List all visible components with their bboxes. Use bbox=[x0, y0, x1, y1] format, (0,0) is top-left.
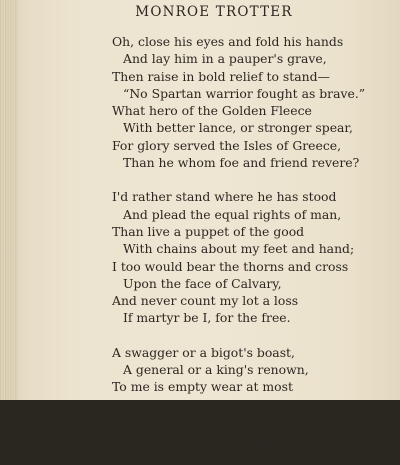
poem-line: With better lance, or stronger spear, bbox=[123, 120, 353, 136]
poem-line: Than he whom foe and friend revere? bbox=[123, 155, 360, 171]
poem-line: Than live a puppet of the good bbox=[112, 223, 305, 239]
poem-line: To me is empty wear at most bbox=[112, 379, 293, 395]
poem-line: Then raise in bold relief to stand— bbox=[112, 68, 330, 84]
poem-title: MONROE TROTTER bbox=[135, 4, 293, 20]
poem-line: I too would bear the thorns and cross bbox=[112, 258, 349, 274]
poem-line: I'd rather stand where he has stood bbox=[112, 189, 337, 205]
poem-line: A swagger or a bigot's boast, bbox=[112, 344, 295, 360]
poem-line: Oh, close his eyes and fold his hands bbox=[112, 34, 344, 49]
poem-line: And plead the equal rights of man, bbox=[123, 206, 342, 222]
poem-line: Give me the man who stands alone bbox=[112, 413, 332, 429]
poem-line: And never count my lot a loss bbox=[112, 293, 299, 309]
poem-line: Upon the face of Calvary, bbox=[123, 275, 282, 291]
page-edges bbox=[0, 0, 18, 400]
poem-line: With chains about my feet and hand; bbox=[123, 241, 355, 257]
poem-line: Though each be honored with a crown; bbox=[123, 396, 370, 412]
poem-line: Bereft of armies at his back, bbox=[123, 431, 302, 447]
poem-line: “No Spartan warrior fought as brave.” bbox=[123, 85, 366, 101]
poem-line: If martyr be I, for the free. bbox=[123, 310, 291, 326]
stanza-2 bbox=[112, 188, 369, 326]
poem-body bbox=[112, 33, 369, 465]
poem-line: What hero of the Golden Fleece bbox=[112, 103, 312, 119]
stanza-3 bbox=[112, 344, 369, 448]
poem-line: For glory served the Isles of Greece, bbox=[112, 137, 342, 153]
stanza-1 bbox=[112, 33, 369, 171]
poem-line: A general or a king's renown, bbox=[123, 362, 309, 378]
poem-line: And lay him in a pauper's grave, bbox=[123, 51, 327, 67]
